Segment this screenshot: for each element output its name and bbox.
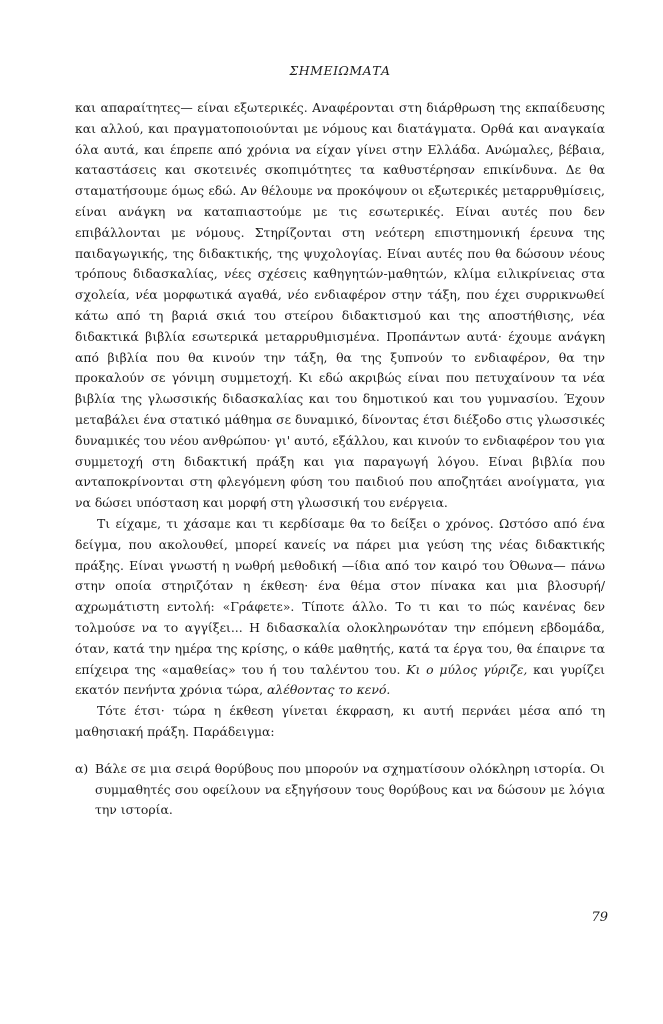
list-item-text: Βάλε σε μια σειρά θορύβους που μπορούν να σχηματίσουν ολόκληρη ιστορία. Οι συμμαθητές σου οφείλουν να εξηγήσουν τους θορύβους και να δώσουν με λόγια την ιστορία.: [95, 760, 605, 818]
paragraph-2-italic-2: αλέθοντας το κενό.: [266, 682, 391, 698]
paragraph-1: και απαραίτητες— είναι εξωτερικές. Αναφέρονται στη διάρθρωση της εκπαίδευσης και αλλού, και πραγματοποιούνται με νόμους και διατάγματα. Ορθά και αναγκαία όλα αυτά, και έπρεπε από χρόνια να είχαν γίνει στην Ελλάδα. Ανώμαλες, βέβαια, καταστάσεις και σκοτεινές σκοπιμότητες τα καθυστέρησαν επικίνδυνα. Δε θα σταματήσουμε όμως εδώ. Αν θέλουμε να προκόψουν οι εξωτερικές μεταρρυθμίσεις, είναι ανάγκη να καταπιαστούμε με τις εσωτερικές. Είναι αυτές που δεν επιβάλλονται με νόμους. Στηρίζονται στη νεότερη επιστημονική έρευνα της παιδαγωγικής, της διδακτικής, της ψυχολογίας. Είναι αυτές που θα δώσουν νέους τρόπους διδασκαλίας, νέες σχέσεις καθηγητών-μαθητών, κλίμα ειλικρίνειας στα σχολεία, νέα μορφωτικά αγαθά, νέο ενδιαφέρον στην τάξη, που έχει συρρικνωθεί κάτω από τη βαριά σκιά του στείρου διδακτισμού και της αποστήθισης, νέα διδακτικά βιβλία εσωτερικά μεταρρυθμισμένα. Προπάντων αυτά· έχουμε ανάγκη από βιβλία που θα κινούν την τάξη, θα της ξυπνούν το ενδιαφέρον, θα την προκαλούν σε γόνιμη συμμετοχή. Κι εδώ ακριβώς είναι που πετυχαίνουν τα νέα βιβλία της γλωσσικής διδασκαλίας και του δημοτικού και του γυμνασίου. Έχουν μεταβάλει ένα στατικό μάθημα σε δυναμικό, δίνοντας έτσι διέξοδο στις γλωσσικές δυναμικές του νέου ανθρώπου· γι' αυτό, εξάλλου, και κινούν το ενδιαφέρον του για συμμετοχή στη διδακτική πράξη και για παραγωγή λόγου. Είναι βιβλία που ανταποκρίνονται στη φλεγόμενη φύση του παιδιού που αποζητάει ανοίγματα, για να δώσει υπόσταση και μορφή στη γλωσσική του ενέργεια.: [75, 100, 605, 511]
list-marker: α): [75, 760, 89, 776]
paragraph-2-text: Τι είχαμε, τι χάσαμε και τι κερδίσαμε θα το δείξει ο χρόνος. Ωστόσο από ένα δείγμα, που ακολουθεί, μπορεί κανείς να πάρει μια γεύση της νέας διδακτικής πράξης. Είναι γνωστή η νωθρή μεθοδική —ίδια από τον καιρό του Όθωνα— πάνω στην οποία στηριζόταν η έκθεση· ένα θέμα στον πίνακα και μια βλοσυρή/αχρωμάτιστη εντολή: «Γράφετε». Τίποτε άλλο. Το τι και το πώς κανένας δεν τολμούσε να το αγγίξει... Η διδασκαλία ολοκληρωνόταν την επόμενη εβδομάδα, όταν, κατά την ημέρα της κρίσης, ο κάθε μαθητής, κατά τα έργα του, θα έπαιρνε τα επίχειρα της «αμαθείας» του ή του ταλέντου του.: [75, 515, 605, 677]
page-number: 79: [591, 910, 608, 925]
running-head: ΣΗΜΕΙΩΜΑΤΑ: [289, 63, 391, 78]
body-text: [75, 98, 605, 743]
paragraph-2: [75, 514, 605, 701]
paragraph-2-italic-1: Κι ο μύλος γύριζε,: [406, 661, 528, 677]
paragraph-3: Τότε έτσι· τώρα η έκθεση γίνεται έκφραση, κι αυτή περνάει μέσα από τη μαθησιακή πράξη. Παράδειγμα:: [75, 703, 605, 739]
page: [75, 62, 605, 1002]
list-item: [75, 759, 605, 821]
paragraph-2-text-mid: και γυρίζει εκατόν πενήντα χρόνια τώρα,: [75, 661, 605, 698]
